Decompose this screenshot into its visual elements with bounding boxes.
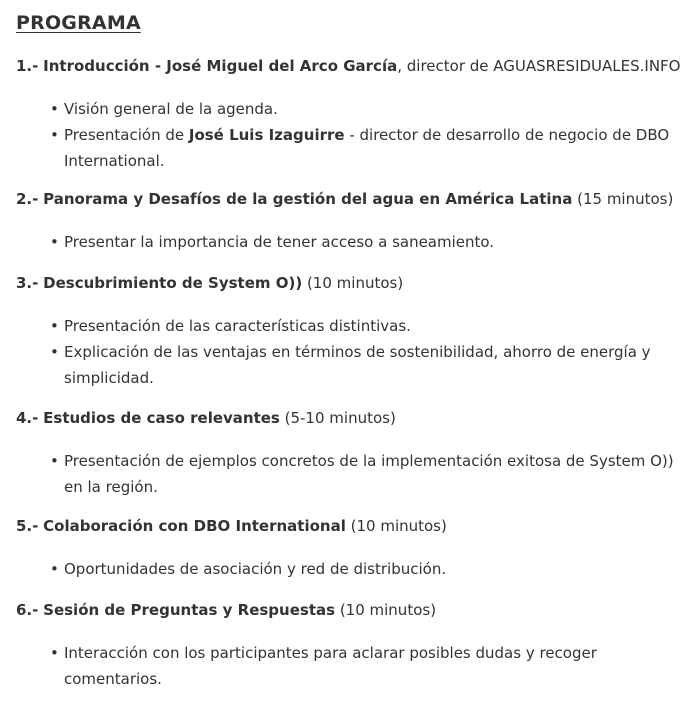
section-number: 3.- (16, 274, 39, 292)
section-duration: (10 minutos) (302, 274, 404, 292)
section-heading (16, 515, 681, 537)
agenda-section-1 (16, 55, 681, 174)
agenda-section-4 (16, 407, 681, 500)
speaker-role: , director de AGUASRESIDUALES.INFO (397, 57, 681, 75)
section-duration: (10 minutos) (345, 517, 447, 535)
section-number: 1.- (16, 57, 39, 75)
list-item: • Presentar la importancia de tener acceso a saneamiento. (16, 229, 681, 255)
presenter-name: José Luis Izaguirre (188, 126, 345, 144)
section-number: 2.- (16, 190, 39, 208)
agenda-section-2 (16, 188, 681, 255)
list-item: • Oportunidades de asociación y red de distribución. (16, 556, 681, 582)
page-title: PROGRAMA (16, 12, 141, 34)
bullet-list (16, 229, 681, 255)
section-title: Introducción (43, 57, 150, 75)
bullet-list (16, 313, 681, 391)
section-title-separator: - (149, 57, 167, 75)
section-number: 4.- (16, 409, 39, 427)
list-item: • Explicación de las ventajas en términos de sostenibilidad, ahorro de energía y simplicidad. (16, 339, 681, 391)
section-title: Descubrimiento de System O)) (43, 274, 303, 292)
section-title: Estudios de caso relevantes (43, 409, 280, 427)
section-heading (16, 599, 681, 621)
section-title: Sesión de Preguntas y Respuestas (43, 601, 336, 619)
bullet-list (16, 448, 681, 500)
section-number: 5.- (16, 517, 39, 535)
agenda-section-3 (16, 272, 681, 391)
section-duration: (5-10 minutos) (279, 409, 396, 427)
section-duration: (15 minutos) (572, 190, 674, 208)
agenda-section-5 (16, 515, 681, 582)
bullet-list (16, 640, 681, 692)
list-item: • Presentación de ejemplos concretos de la implementación exitosa de System O)) en la región. (16, 448, 681, 500)
list-item-text: Presentación de (64, 126, 189, 144)
bullet-list (16, 556, 681, 582)
list-item-text: - director de desarrollo de negocio de DBO International. (64, 126, 670, 170)
bullet-list (16, 96, 681, 174)
section-title: Panorama y Desafíos de la gestión del agua en América Latina (43, 190, 573, 208)
list-item: • Presentación de las características distintivas. (16, 313, 681, 339)
section-heading (16, 272, 681, 294)
section-heading (16, 188, 681, 210)
section-duration: (10 minutos) (335, 601, 437, 619)
section-heading (16, 407, 681, 429)
list-item (16, 122, 681, 174)
section-title: Colaboración con DBO International (43, 517, 346, 535)
section-heading (16, 55, 681, 77)
list-item: • Interacción con los participantes para aclarar posibles dudas y recoger comentarios. (16, 640, 681, 692)
list-item: • Visión general de la agenda. (16, 96, 681, 122)
speaker-name: José Miguel del Arco García (166, 57, 398, 75)
section-number: 6.- (16, 601, 39, 619)
agenda-section-6 (16, 599, 681, 692)
